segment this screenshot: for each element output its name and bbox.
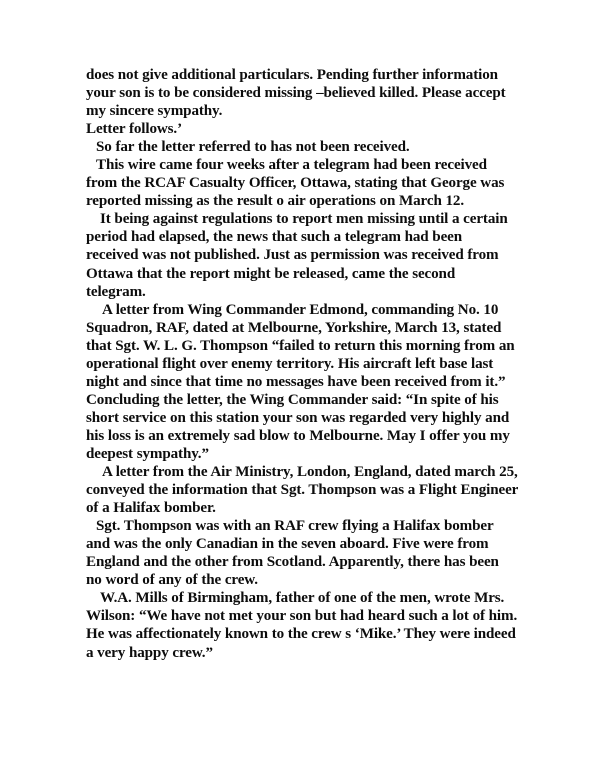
paragraph: W.A. Mills of Birmingham, father of one of the men, wrote Mrs. Wilson: “We have not met your son but had heard such a lot of him. He was affectionately known to the crew s ‘Mike.’ They were indeed a very happy crew.”: [86, 590, 518, 661]
paragraph: This wire came four weeks after a telegram had been received from the RCAF Casualty Officer, Ottawa, stating that George was reported missing as the result o air operations on March 12.: [86, 157, 505, 210]
paragraph: So far the letter referred to has not been received.: [96, 139, 410, 156]
paragraph: A letter from the Air Ministry, London, England, dated march 25, conveyed the information that Sgt. Thompson was a Flight Engineer of a Halifax bomber.: [86, 464, 518, 517]
paragraph: Sgt. Thompson was with an RAF crew flying a Halifax bomber and was the only Canadian in the seven aboard. Five were from England and the other from Scotland. Apparently, there has been no word of any of the crew.: [86, 518, 499, 589]
paragraph: does not give additional particulars. Pending further information your son is to be considered missing –believed killed. Please accept my sincere sympathy.: [86, 67, 506, 120]
paragraph: It being against regulations to report men missing until a certain period had elapsed, the news that such a telegram had been received was not published. Just as permission was received from Ottawa that the report might be released, came the second telegram.: [86, 211, 508, 300]
paragraph: Letter follows.’: [86, 121, 182, 138]
paragraph: A letter from Wing Commander Edmond, commanding No. 10 Squadron, RAF, dated at Melbourne, Yorkshire, March 13, stated that Sgt. W. L. G. Thompson “failed to return this morning from an operational flight over enemy territory. His aircraft left base last night and since that time no messages have been received from it.” Concluding the letter, the Wing Commander said: “In spite of his short service on this station your son was regarded very highly and his loss is an extremely sad blow to Melbourne. May I offer you my deepest sympathy.”: [86, 301, 515, 462]
body-text-column: [86, 66, 518, 662]
